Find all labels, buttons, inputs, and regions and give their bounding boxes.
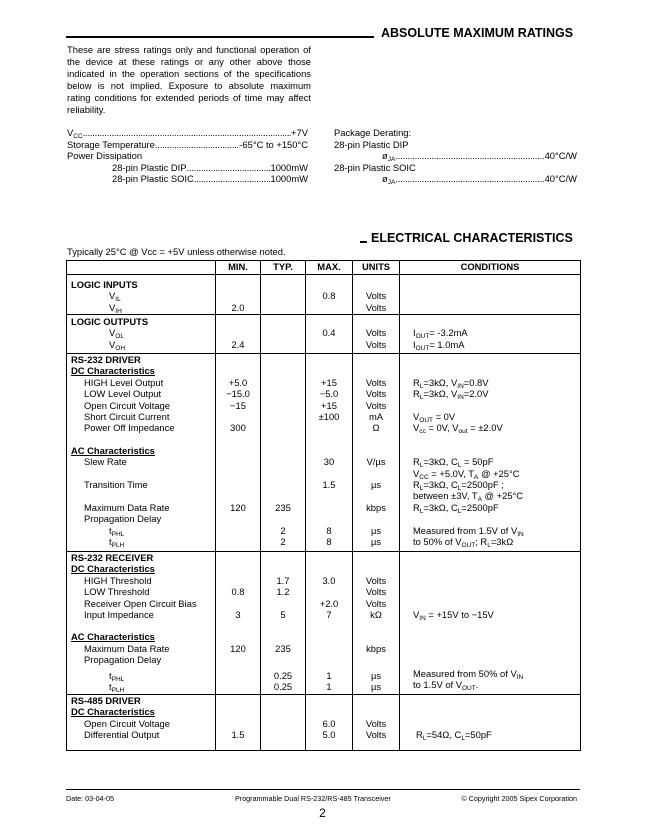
table-row <box>67 354 581 552</box>
vcc-rating: $V_{CC}$ ..... +7V <box>67 127 308 139</box>
leader-dots <box>83 127 291 139</box>
electrical-characteristics-table <box>66 260 581 751</box>
max-cell: 0.4 <box>306 315 353 354</box>
typ-cell <box>261 275 306 315</box>
table-header-row <box>67 261 581 275</box>
typ-header: TYP. <box>261 261 306 275</box>
abs-max-rule <box>66 36 374 38</box>
conditions-cell: $R_L=3k\Omega$, $V_{IN}=0.8V$ $R_L=3k\Omega$, $V_{IN}=2.0V$ $V_{OUT} = 0V$ $V_{cc} = 0V$, $V_{out} = \pm 2.0V$ $R_L=3k\Omega$, $C_L = 50pF$ $V_{CC} = +5.0V$, $T_A$ @ +25°C $R_L=3k\Omega$, $C_L=2500pF$ ; between ±3V, $T_A$ @ +25°C $R_L=3k\Omega$, $C_L=2500pF$ Measured from 1.5V of $V_{IN}$ to 50% of $V_{OUT}$; $R_L=3k\Omega$ <box>400 354 581 552</box>
derating-dip-label: 28-pin Plastic DIP <box>334 138 409 150</box>
dip-power-value: 1000mW <box>270 161 308 173</box>
abs-max-left <box>67 127 308 185</box>
max-cell: 0.8 <box>306 275 353 315</box>
abs-max-intro: These are stress ratings only and functional operation of the device at these ratings or any other above those indicated in the operation sections of the specifications below is not implied. Exposure to absolute maximum rating conditions for extended periods of time may affect reliability. <box>67 44 311 115</box>
storage-value: -65°C to +150°C <box>239 138 308 150</box>
vcc-value: +7V <box>291 127 308 138</box>
leader-dots <box>187 162 271 174</box>
units-cell: Volts Volts <box>353 695 400 751</box>
typ-cell <box>261 315 306 354</box>
min-cell: 1.5 <box>216 695 261 751</box>
footer-copyright: © Copyright 2005 Sipex Corporation <box>461 794 577 803</box>
units-cell: Volts Volts <box>353 315 400 354</box>
logic-outputs-params: LOGIC OUTPUTS $V_{OL}$ $V_{OH}$ <box>67 315 216 354</box>
max-header: MAX. <box>306 261 353 275</box>
min-cell: +5.0 −15.0 −15 300 120 <box>216 354 261 552</box>
conditions-header: CONDITIONS <box>400 261 581 275</box>
ac-characteristics-label: AC Characteristics <box>71 631 155 643</box>
conditions-cell: $V_{IN} = +15V$ to −15V Measured from 50% of $V_{IN}$ to 1.5V of $V_{OUT}$. <box>400 552 581 695</box>
min-cell: 2.0 <box>216 275 261 315</box>
leader-dots <box>194 173 271 185</box>
rs232-driver-params: RS-232 DRIVER DC Characteristics HIGH Level Output LOW Level Output Open Circuit Voltage Short Circuit Current Power Off Impedance AC Characteristics Slew Rate Transition Time Maximum Data Rate Propagation Delay $t_{PHL}$ $t_{PLH}$ <box>67 354 216 552</box>
soic-power-value: 1000mW <box>270 173 308 185</box>
conditions-cell <box>400 275 581 315</box>
rs485-driver-params: RS-485 DRIVER DC Characteristics Open Circuit Voltage Differential Output <box>67 695 216 751</box>
max-cell: 3.0 +2.0 7 1 1 <box>306 552 353 695</box>
page-number: 2 <box>319 806 326 820</box>
package-derating <box>334 127 577 185</box>
units-cell: Volts Volts <box>353 275 400 315</box>
derating-soic-label: 28-pin Plastic SOIC <box>334 161 416 173</box>
section-label: LOGIC OUTPUTS <box>71 316 149 327</box>
table-row <box>67 315 581 354</box>
derating-title: Package Derating: <box>334 127 412 138</box>
leader-dots <box>395 173 544 185</box>
footer-date: Date: 03-04-05 <box>66 794 114 803</box>
footer-title: Programmable Dual RS-232/RS-485 Transceiver <box>235 794 391 803</box>
table-row <box>67 695 581 751</box>
footer-rule <box>66 789 580 790</box>
param-header <box>67 261 216 275</box>
max-cell: +15 −5.0 +15 ±100 30 1.5 8 8 <box>306 354 353 552</box>
typ-cell <box>261 695 306 751</box>
derating-soic-value: 40°C/W <box>544 173 577 185</box>
rs232-receiver-params: RS-232 RECEIVER DC Characteristics HIGH Threshold LOW Threshold Receiver Open Circuit Bias Input Impedance AC Characteristics Maximum Data Rate Propagation Delay $t_{PHL}$ $t_{PLH}$ <box>67 552 216 695</box>
section-label: RS-485 DRIVER <box>71 695 141 706</box>
max-cell: 6.0 5.0 <box>306 695 353 751</box>
leader-dots <box>395 150 544 162</box>
logic-inputs-params: LOGIC INPUTS $V_{IL}$ $V_{IH}$ <box>67 275 216 315</box>
units-header: UNITS <box>353 261 400 275</box>
min-cell: 0.8 3 120 <box>216 552 261 695</box>
elec-note: Typically 25°C @ Vcc = +5V unless otherwise noted. <box>67 246 286 257</box>
leader-dots <box>155 139 239 151</box>
abs-max-title: ABSOLUTE MAXIMUM RATINGS <box>381 26 574 40</box>
section-label: RS-232 RECEIVER <box>71 552 154 563</box>
derating-dip-row: $ø_{JA}$ ..... 40°C/W <box>334 150 577 162</box>
min-cell: 2.4 <box>216 315 261 354</box>
section-label: LOGIC INPUTS <box>71 279 138 290</box>
derating-soic-row: $ø_{JA}$ ..... 40°C/W <box>334 173 577 185</box>
power-dissipation-label: Power Dissipation <box>67 150 143 162</box>
dc-characteristics-label: DC Characteristics <box>71 706 155 718</box>
conditions-cell: $R_L=54\Omega$, $C_L=50pF$ <box>400 695 581 751</box>
storage-rating: Storage Temperature ..... -65°C to +150°C <box>67 139 308 151</box>
soic-power-rating: 28-pin Plastic SOIC ..... 1000mW <box>67 173 308 185</box>
ac-characteristics-label: AC Characteristics <box>71 444 155 456</box>
section-label: RS-232 DRIVER <box>71 354 141 365</box>
min-header: MIN. <box>216 261 261 275</box>
table-row <box>67 275 581 315</box>
conditions-cell: $I_{OUT}= -3.2mA$ $I_{OUT}= 1.0mA$ <box>400 315 581 354</box>
typ-cell: 235 2 2 <box>261 354 306 552</box>
derating-dip-value: 40°C/W <box>544 150 577 162</box>
table-row <box>67 552 581 695</box>
units-cell: Volts Volts Volts mA Ω V/µs µs kbps µs µs <box>353 354 400 552</box>
units-cell: Volts Volts Volts kΩ kbps µs µs <box>353 552 400 695</box>
dip-power-rating: 28-pin Plastic DIP ..... 1000mW <box>67 162 308 174</box>
elec-rule <box>360 241 367 243</box>
typ-cell: 1.7 1.2 5 235 0.25 0.25 <box>261 552 306 695</box>
dc-characteristics-label: DC Characteristics <box>71 365 155 377</box>
elec-title: ELECTRICAL CHARACTERISTICS <box>371 231 573 245</box>
dc-characteristics-label: DC Characteristics <box>71 563 155 575</box>
